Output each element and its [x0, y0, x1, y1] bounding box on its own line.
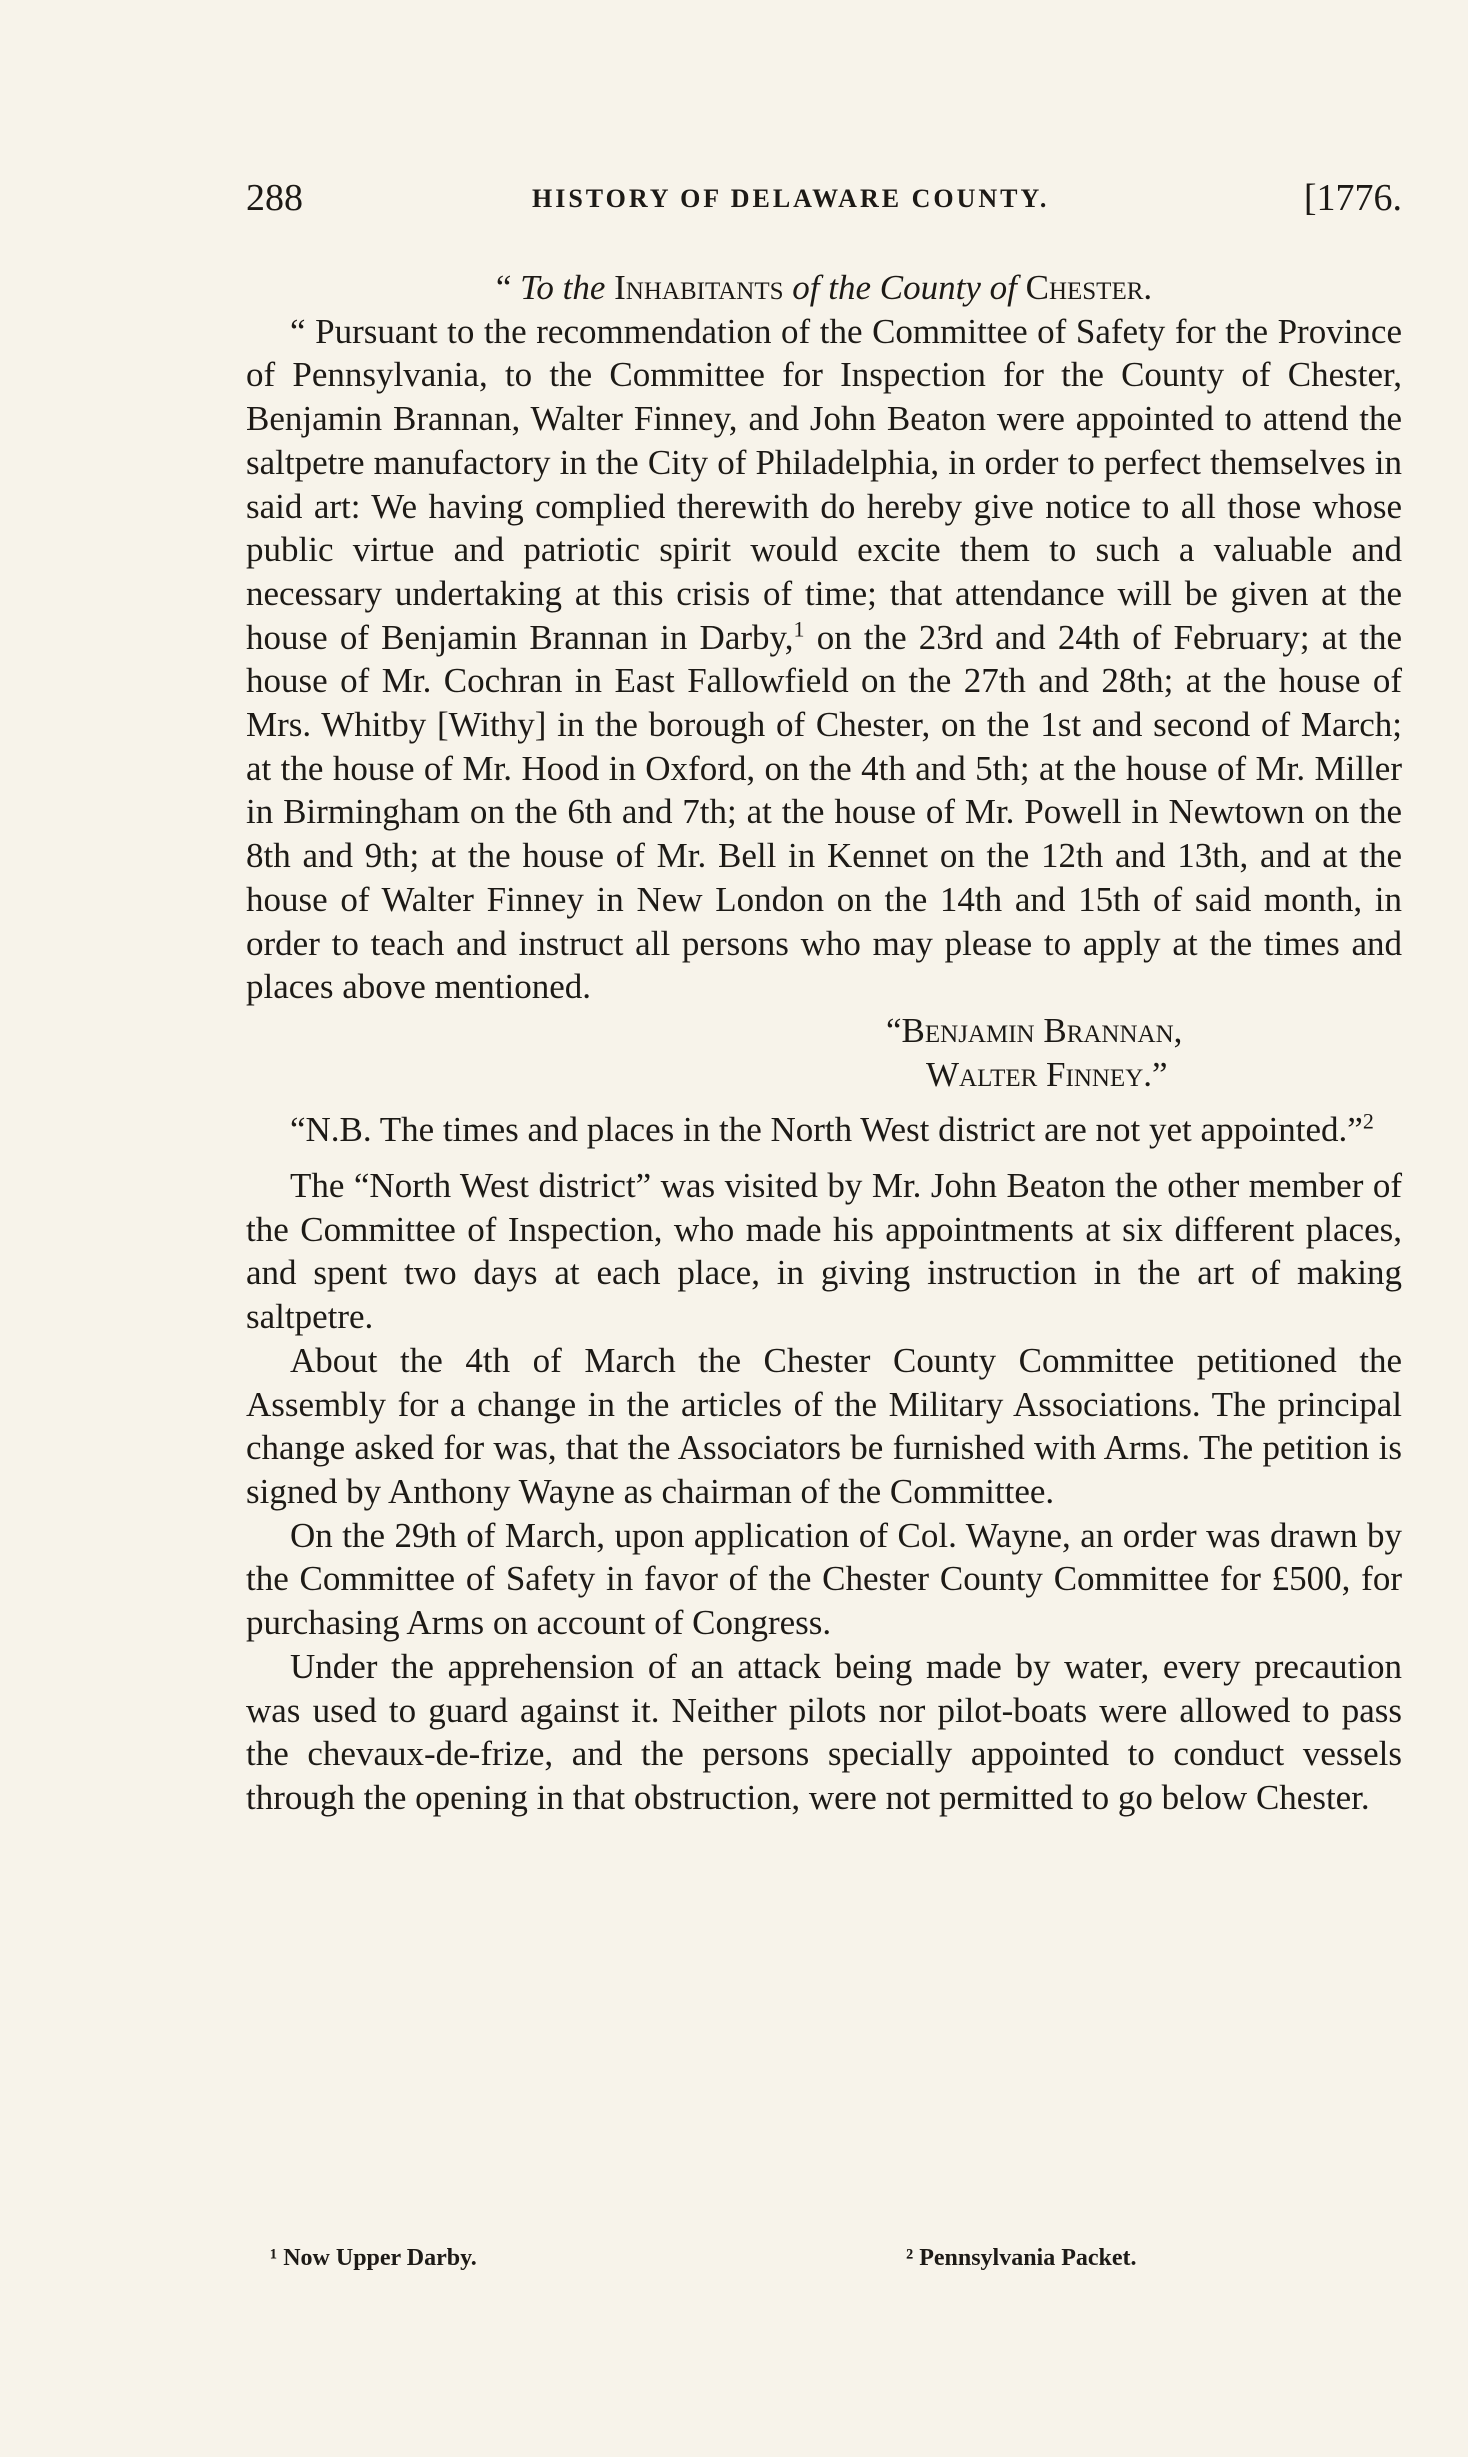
paragraph-petition: About the 4th of March the Chester County Committee petitioned the Assembly for a change in the articles of the Military Associations. The principal change asked for was, that the Associators be furnished with Arms. The petition is signed by Anthony Wayne as chairman of the Committee.: [246, 1340, 1402, 1511]
footnote-1: ¹ Now Upper Darby.: [270, 2245, 477, 2271]
paragraph-north-west: The “North West district” was visited by Mr. John Beaton the other member of the Committee of Inspection, who made his appointments at six different places, and spent two days at each place, in giving instruction in the art of making saltpetre.: [246, 1166, 1402, 1337]
body-text: [246, 266, 1402, 1820]
heading-to-the: To the: [520, 268, 606, 307]
footnote-ref-1: 1: [793, 615, 805, 641]
heading-open-quote: “: [495, 268, 512, 307]
page-number: 288: [246, 177, 303, 219]
notice-text-cont: on the 23rd and 24th of February; at the house of Mr. Cochran in East Fallowfield on the 27th and 28th; at the house of Mrs. Whitby [Withy] in the borough of Chester, on the 1st and second of March; at the house of Mr. Hood in Oxford, on the 4th and 5th; at the house of Mr. Miller in Birmingham on the 6th and 7th; at the house of Mr. Powell in Newtown on the 8th and 9th; at the house of Mr. Bell in Kennet on the 12th and 13th, and at the house of Walter Finney in New London on the 14th and 15th of said month, in order to teach and instruct all persons who may please to apply at the times and places above mentioned.: [246, 617, 1402, 1007]
heading-of-the: of the: [792, 268, 872, 307]
heading-county-of: County of: [879, 268, 1017, 307]
footnote-ref-2: 2: [1362, 1108, 1374, 1134]
footnote-2: ² Pennsylvania Packet.: [906, 2245, 1137, 2271]
footnotes: [270, 2245, 1400, 2285]
nb-paragraph: [246, 1108, 1402, 1152]
address-heading: [246, 266, 1402, 310]
running-head: [246, 176, 1402, 232]
heading-chester: Chester.: [1025, 268, 1153, 307]
signature-finney: Walter Finney.”: [926, 1054, 1168, 1094]
signature-brannan: “Benjamin Brannan,: [886, 1010, 1183, 1050]
paragraph-precaution: Under the apprehension of an attack being made by water, every precaution was used to guard against it. Neither pilots nor pilot-boats were allowed to pass the chevaux-de-frize, and the persons specially appointed to conduct vessels through the opening in that obstruction, were not permitted to go below Chester.: [246, 1646, 1402, 1817]
paragraph-order: On the 29th of March, upon application of Col. Wayne, an order was drawn by the Committee of Safety in favor of the Chester County Committee for £500, for purchasing Arms on account of Congress.: [246, 1515, 1402, 1643]
nb-text: “N.B. The times and places in the North West district are not yet appointed.”: [290, 1110, 1363, 1150]
running-title: HISTORY OF DELAWARE COUNTY.: [532, 184, 1050, 213]
heading-inhabitants: Inhabitants: [614, 268, 784, 307]
notice-text: “ Pursuant to the recommendation of the Committee of Safety for the Province of Pennsylvania, to the Committee for Inspection for the County of Chester, Benjamin Brannan, Walter Finney, and John Beaton were appointed to attend the saltpetre manufactory in the City of Philadelphia, in order to perfect themselves in said art: We having complied therewith do hereby give notice to all those whose public virtue and patriotic spirit would excite them to such a valuable and necessary undertaking at this crisis of time; that attendance will be given at the house of Benjamin Brannan in Darby,: [246, 311, 1402, 657]
running-year: [1776.: [1303, 177, 1402, 219]
notice-paragraph: [246, 310, 1402, 1009]
